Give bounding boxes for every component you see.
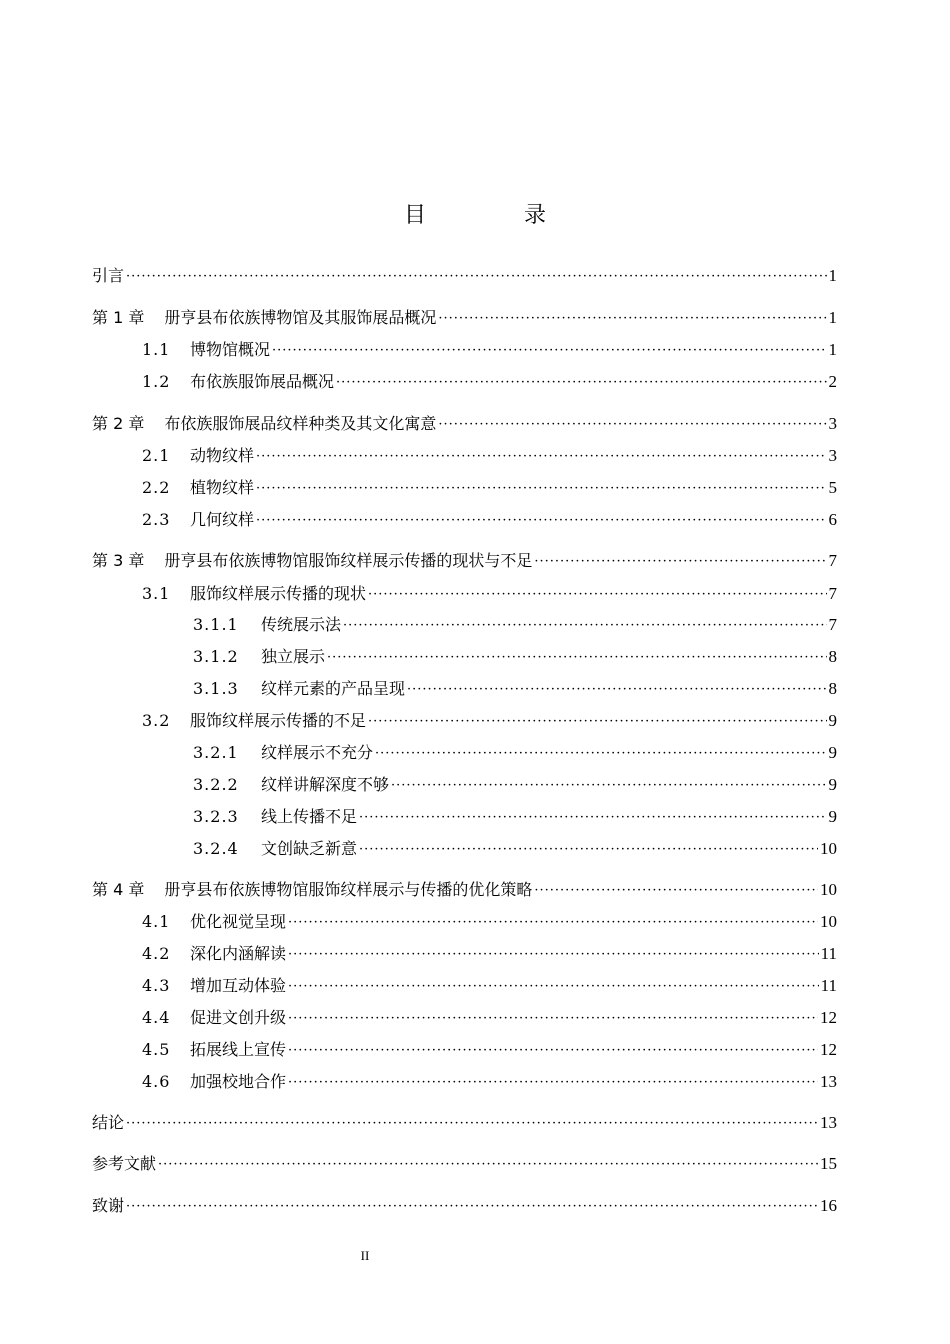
dot-leader xyxy=(288,911,818,935)
toc-entry-title: 册亨县布依族博物馆及其服饰展品概况 xyxy=(164,308,437,327)
dot-leader xyxy=(272,339,826,363)
toc-entry-number: 第 3 章 xyxy=(92,551,145,570)
dot-leader xyxy=(368,710,826,734)
toc-entry[interactable] xyxy=(142,974,837,998)
toc-entry-page: 8 xyxy=(828,679,837,698)
toc-entry[interactable] xyxy=(193,645,837,669)
toc-entry-page: 9 xyxy=(828,743,837,762)
toc-entry-number: 2.3 xyxy=(142,510,171,529)
toc-entry-page: 12 xyxy=(820,1008,837,1027)
toc-entry-title: 纹样元素的产品呈现 xyxy=(261,679,406,698)
toc-entry-number: 3.2 xyxy=(142,711,171,730)
toc-entry[interactable] xyxy=(142,370,837,394)
toc-entry[interactable] xyxy=(142,338,837,362)
toc-entry-page: 7 xyxy=(828,615,837,634)
toc-entry-title: 引言 xyxy=(92,266,125,285)
dot-leader xyxy=(359,838,818,862)
toc-entry[interactable] xyxy=(142,1038,837,1062)
toc-entry-page: 9 xyxy=(828,711,837,730)
toc-entry[interactable] xyxy=(92,549,837,573)
toc-entry-title: 服饰纹样展示传播的不足 xyxy=(190,711,367,730)
toc-entry[interactable] xyxy=(142,582,837,606)
toc-entry-title: 增加互动体验 xyxy=(190,976,287,995)
dot-leader xyxy=(158,1153,818,1177)
dot-leader xyxy=(438,307,826,331)
toc-entry[interactable] xyxy=(142,476,837,500)
toc-entry-number: 4.3 xyxy=(142,976,171,995)
toc-entry-number: 第 1 章 xyxy=(92,308,145,327)
toc-entry-title: 布依族服饰展品概况 xyxy=(190,372,335,391)
toc-entry-page: 8 xyxy=(828,647,837,666)
toc-entry[interactable] xyxy=(92,878,837,902)
toc-entry-page: 16 xyxy=(820,1196,837,1215)
dot-leader xyxy=(327,646,826,670)
toc-entry-page: 3 xyxy=(828,414,837,433)
toc-entry[interactable] xyxy=(92,1194,837,1218)
toc-entry[interactable] xyxy=(193,613,837,637)
toc-entry-number: 1.1 xyxy=(142,340,171,359)
toc-entry[interactable] xyxy=(92,1111,837,1135)
toc-entry[interactable] xyxy=(142,910,837,934)
toc-entry[interactable] xyxy=(142,942,837,966)
toc-entry[interactable] xyxy=(193,677,837,701)
dot-leader xyxy=(336,371,826,395)
dot-leader xyxy=(256,445,826,469)
dot-leader xyxy=(256,477,826,501)
toc-entry-number: 4.2 xyxy=(142,944,171,963)
toc-entry-page: 10 xyxy=(820,880,837,899)
toc-entry[interactable] xyxy=(193,773,837,797)
toc-entry[interactable] xyxy=(193,805,837,829)
toc-entry-page: 9 xyxy=(828,807,837,826)
dot-leader xyxy=(126,265,826,289)
toc-entry-title: 加强校地合作 xyxy=(190,1072,287,1091)
toc-entry[interactable] xyxy=(142,1070,837,1094)
toc-entry[interactable] xyxy=(142,444,837,468)
dot-leader xyxy=(126,1112,818,1136)
toc-entry-number: 3.1.1 xyxy=(193,615,239,634)
toc-entry[interactable] xyxy=(92,264,837,288)
dot-leader xyxy=(534,879,818,903)
dot-leader xyxy=(288,1071,818,1095)
toc-entry-title: 纹样讲解深度不够 xyxy=(261,775,390,794)
toc-entry-page: 1 xyxy=(828,340,837,359)
dot-leader xyxy=(126,1195,818,1219)
toc-entry-page: 2 xyxy=(828,372,837,391)
toc-entry-number: 3.1.2 xyxy=(193,647,239,666)
toc-entry-page: 5 xyxy=(828,478,837,497)
toc-entry-number: 4.1 xyxy=(142,912,171,931)
toc-entry-title: 纹样展示不充分 xyxy=(261,743,374,762)
toc-entry-number: 3.2.4 xyxy=(193,839,239,858)
dot-leader xyxy=(391,774,826,798)
toc-entry-page: 7 xyxy=(828,584,837,603)
toc-entry-title: 传统展示法 xyxy=(261,615,342,634)
toc-entry-number: 3.1.3 xyxy=(193,679,239,698)
toc-entry-title: 动物纹样 xyxy=(190,446,255,465)
toc-entry-page: 10 xyxy=(820,912,837,931)
dot-leader xyxy=(288,943,819,967)
toc-entry-title: 结论 xyxy=(92,1113,125,1132)
toc-entry-number: 第 4 章 xyxy=(92,880,145,899)
dot-leader xyxy=(288,1039,818,1063)
toc-entry-page: 13 xyxy=(820,1072,837,1091)
toc-entry-number: 3.1 xyxy=(142,584,171,603)
toc-entry-page: 13 xyxy=(820,1113,837,1132)
toc-entry-page: 11 xyxy=(820,976,837,995)
toc-entry-number: 4.5 xyxy=(142,1040,171,1059)
toc-entry-number: 2.1 xyxy=(142,446,171,465)
toc-entry-title: 服饰纹样展示传播的现状 xyxy=(190,584,367,603)
toc-entry[interactable] xyxy=(92,1152,837,1176)
toc-entry-page: 1 xyxy=(828,308,837,327)
toc-entry-title: 册亨县布依族博物馆服饰纹样展示传播的现状与不足 xyxy=(164,551,533,570)
toc-entry-title: 促进文创升级 xyxy=(190,1008,287,1027)
dot-leader xyxy=(256,509,826,533)
toc-title: 目 录 xyxy=(403,203,584,228)
toc-entry-number: 3.2.3 xyxy=(193,807,239,826)
toc-entry-page: 3 xyxy=(828,446,837,465)
toc-entry-number: 4.4 xyxy=(142,1008,171,1027)
toc-entry-page: 10 xyxy=(820,839,837,858)
toc-entry-page: 9 xyxy=(828,775,837,794)
toc-entry-title: 参考文献 xyxy=(92,1154,157,1173)
dot-leader xyxy=(368,583,826,607)
toc-entry-title: 线上传播不足 xyxy=(261,807,358,826)
dot-leader xyxy=(343,614,826,638)
dot-leader xyxy=(375,742,826,766)
toc-entry-title: 深化内涵解读 xyxy=(190,944,287,963)
toc-entry-title: 致谢 xyxy=(92,1196,125,1215)
toc-entry-number: 3.2.1 xyxy=(193,743,239,762)
dot-leader xyxy=(288,975,819,999)
toc-entry-title: 植物纹样 xyxy=(190,478,255,497)
toc-entry[interactable] xyxy=(142,1006,837,1030)
toc-entry-title: 布依族服饰展品纹样种类及其文化寓意 xyxy=(164,414,437,433)
toc-entry-page: 6 xyxy=(828,510,837,529)
toc-entry-number: 4.6 xyxy=(142,1072,171,1091)
dot-leader xyxy=(288,1007,818,1031)
toc-entry-number: 2.2 xyxy=(142,478,171,497)
toc-entry-page: 12 xyxy=(820,1040,837,1059)
toc-entry-number: 3.2.2 xyxy=(193,775,239,794)
toc-entry[interactable] xyxy=(92,306,837,330)
dot-leader xyxy=(438,413,826,437)
toc-entry-title: 独立展示 xyxy=(261,647,326,666)
toc-entry[interactable] xyxy=(142,508,837,532)
page-number-footer: II xyxy=(360,1248,370,1263)
toc-entry[interactable] xyxy=(193,837,837,861)
toc-entry-page: 1 xyxy=(828,266,837,285)
toc-entry[interactable] xyxy=(92,412,837,436)
dot-leader xyxy=(534,550,826,574)
toc-entry-page: 7 xyxy=(828,551,837,570)
toc-entry[interactable] xyxy=(193,741,837,765)
toc-entry-title: 几何纹样 xyxy=(190,510,255,529)
toc-entry-title: 文创缺乏新意 xyxy=(261,839,358,858)
dot-leader xyxy=(407,678,826,702)
dot-leader xyxy=(359,806,826,830)
toc-entry-title: 优化视觉呈现 xyxy=(190,912,287,931)
toc-entry-title: 册亨县布依族博物馆服饰纹样展示与传播的优化策略 xyxy=(164,880,533,899)
toc-entry-number: 1.2 xyxy=(142,372,171,391)
toc-entry-number: 第 2 章 xyxy=(92,414,145,433)
toc-entry-title: 拓展线上宣传 xyxy=(190,1040,287,1059)
toc-entry-title: 博物馆概况 xyxy=(190,340,271,359)
toc-entry[interactable] xyxy=(142,709,837,733)
toc-entry-page: 11 xyxy=(820,944,837,963)
toc-entry-page: 15 xyxy=(820,1154,837,1173)
